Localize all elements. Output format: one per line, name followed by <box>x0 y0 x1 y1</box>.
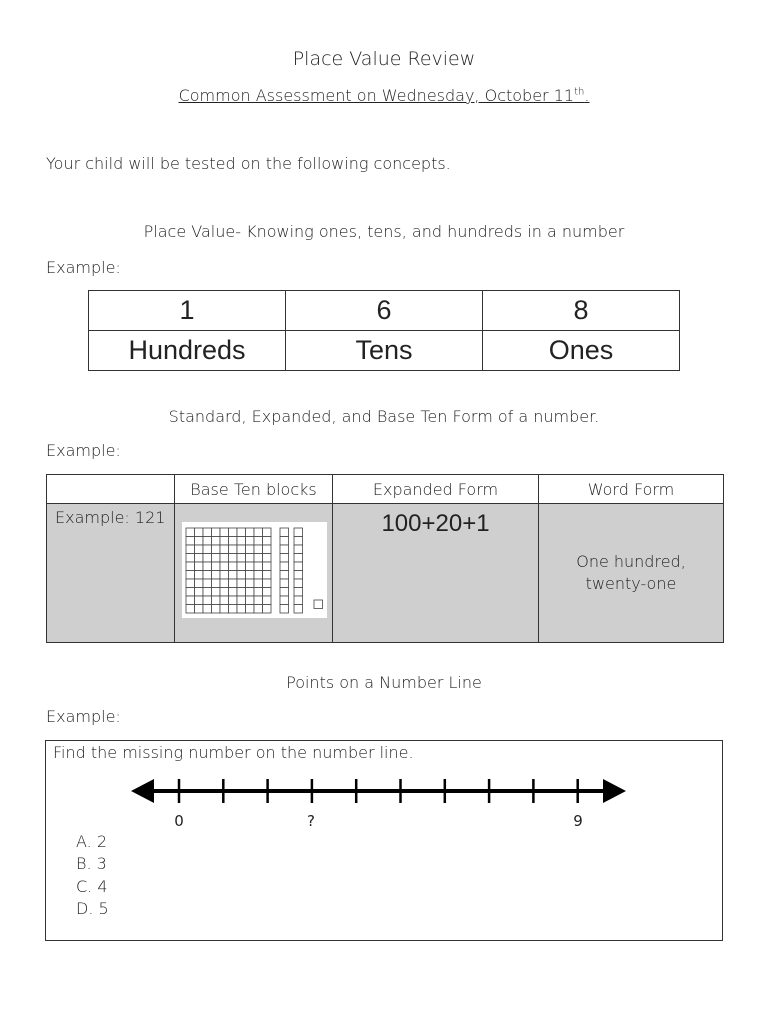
base-ten-blocks-drawing <box>182 522 327 618</box>
hundred-flat-unit <box>229 537 238 546</box>
hundred-flat-unit <box>220 588 229 597</box>
right-arrow-icon <box>603 779 626 803</box>
hundred-flat-unit <box>229 528 238 537</box>
hundred-flat-unit <box>246 562 255 571</box>
hundred-flat-unit <box>254 554 263 563</box>
hundred-flat-unit <box>254 571 263 580</box>
hundred-flat-unit <box>220 554 229 563</box>
assessment-date <box>0 86 768 105</box>
places-row <box>89 331 680 371</box>
answer-choice-b: B. 3 <box>76 854 107 873</box>
hundred-flat-unit <box>212 528 221 537</box>
ten-rod-unit <box>294 579 303 588</box>
ten-rod-unit <box>280 545 289 554</box>
tick-label-missing: ? <box>307 812 315 830</box>
ten-rod-unit <box>294 537 303 546</box>
hundred-flat-unit <box>195 562 204 571</box>
ten-rod-unit <box>294 605 303 614</box>
ten-rod-unit <box>280 605 289 614</box>
hundred-flat-unit <box>246 579 255 588</box>
hundred-flat-unit <box>263 588 272 597</box>
place-ones: Ones <box>483 331 680 371</box>
hundred-flat-unit <box>186 605 195 614</box>
hundred-flat-unit <box>186 579 195 588</box>
hundred-flat-unit <box>220 545 229 554</box>
hundred-flat-unit <box>195 605 204 614</box>
word-form-line-2: twenty-one <box>585 574 677 593</box>
hundred-flat-unit <box>263 596 272 605</box>
hundred-flat-unit <box>254 562 263 571</box>
ten-rod-unit <box>280 571 289 580</box>
hundred-flat-unit <box>263 562 272 571</box>
ten-rod-unit <box>280 562 289 571</box>
place-value-table <box>88 290 680 371</box>
hundred-flat-unit <box>254 537 263 546</box>
hundred-flat-unit <box>237 562 246 571</box>
hundred-flat-unit <box>212 537 221 546</box>
hundred-flat-unit <box>246 588 255 597</box>
hundred-flat-unit <box>229 605 238 614</box>
hundred-flat-unit <box>246 537 255 546</box>
hundred-flat-unit <box>237 596 246 605</box>
number-forms-table <box>46 474 724 643</box>
intro-text: Your child will be tested on the following concepts. <box>46 154 451 173</box>
hundred-flat-unit <box>246 545 255 554</box>
hundred-flat-unit <box>195 596 204 605</box>
hundred-flat-unit <box>203 596 212 605</box>
hundred-flat-unit <box>237 528 246 537</box>
base-ten-blocks-image <box>182 522 327 618</box>
hundred-flat-unit <box>195 528 204 537</box>
hundred-flat-unit <box>229 588 238 597</box>
hundred-flat-unit <box>229 554 238 563</box>
hundred-flat-unit <box>203 571 212 580</box>
hundred-flat-unit <box>186 528 195 537</box>
hundred-flat-unit <box>220 537 229 546</box>
number-line-question: Find the missing number on the number line. <box>53 743 414 762</box>
place-hundreds: Hundreds <box>89 331 286 371</box>
hundred-flat-unit <box>212 596 221 605</box>
hundred-flat-unit <box>186 545 195 554</box>
hundred-flat-unit <box>220 605 229 614</box>
base-ten-cell <box>175 504 333 643</box>
digit-tens: 6 <box>286 291 483 331</box>
hundred-flat-unit <box>203 605 212 614</box>
hundred-flat-unit <box>229 545 238 554</box>
ten-rod-unit <box>280 554 289 563</box>
hundred-flat-unit <box>195 579 204 588</box>
header-expanded: Expanded Form <box>333 475 539 504</box>
ten-rod-unit <box>280 528 289 537</box>
hundred-flat-unit <box>229 571 238 580</box>
concept-forms-heading: Standard, Expanded, and Base Ten Form of a number. <box>168 407 600 426</box>
hundred-flat-unit <box>246 605 255 614</box>
number-line-question-box <box>45 740 723 941</box>
example-label: Example: <box>46 441 121 460</box>
page-title: Place Value Review <box>292 48 476 70</box>
forms-example-row <box>47 504 724 643</box>
digits-row <box>89 291 680 331</box>
hundred-flat-unit <box>246 571 255 580</box>
ten-rod-unit <box>294 545 303 554</box>
hundred-flat-unit <box>195 571 204 580</box>
forms-header-row <box>47 475 724 504</box>
hundred-flat-unit <box>203 528 212 537</box>
hundred-flat-unit <box>203 562 212 571</box>
place-tens: Tens <box>286 331 483 371</box>
ten-rod-unit <box>294 554 303 563</box>
ten-rod-unit <box>294 562 303 571</box>
hundred-flat-unit <box>254 528 263 537</box>
example-label: Example: <box>46 707 121 726</box>
hundred-flat-unit <box>220 596 229 605</box>
hundred-flat-unit <box>237 545 246 554</box>
hundred-flat-unit <box>203 545 212 554</box>
hundred-flat-unit <box>186 596 195 605</box>
word-form-line-1: One hundred, <box>576 552 686 571</box>
hundred-flat-unit <box>237 579 246 588</box>
example-number-cell: Example: 121 <box>47 504 175 643</box>
hundred-flat-unit <box>229 596 238 605</box>
ten-rod-unit <box>280 579 289 588</box>
hundred-flat-unit <box>212 605 221 614</box>
ten-rod-unit <box>294 571 303 580</box>
tick-label-start: 0 <box>174 812 184 830</box>
hundred-flat-unit <box>263 545 272 554</box>
ten-rod-unit <box>294 588 303 597</box>
hundred-flat-unit <box>220 571 229 580</box>
hundred-flat-unit <box>212 571 221 580</box>
word-form-cell <box>539 504 724 643</box>
hundred-flat-unit <box>237 571 246 580</box>
hundred-flat-unit <box>203 588 212 597</box>
one-unit <box>314 600 323 609</box>
hundred-flat-unit <box>237 537 246 546</box>
hundred-flat-unit <box>220 579 229 588</box>
hundred-flat-unit <box>263 554 272 563</box>
ten-rod-unit <box>294 528 303 537</box>
hundred-flat-unit <box>237 554 246 563</box>
ten-rod-unit <box>280 537 289 546</box>
answer-choice-d: D. 5 <box>76 899 109 918</box>
hundred-flat-unit <box>195 537 204 546</box>
concept-number-line-heading: Points on a Number Line <box>286 673 482 692</box>
ten-rod-unit <box>280 596 289 605</box>
header-base-ten: Base Ten blocks <box>175 475 333 504</box>
hundred-flat-unit <box>254 588 263 597</box>
answer-choice-c: C. 4 <box>76 877 108 896</box>
hundred-flat-unit <box>237 605 246 614</box>
period: . <box>584 86 590 105</box>
left-arrow-icon <box>131 779 154 803</box>
header-blank <box>47 475 175 504</box>
hundred-flat-unit <box>195 545 204 554</box>
hundred-flat-unit <box>263 528 272 537</box>
hundred-flat-unit <box>186 588 195 597</box>
hundred-flat-unit <box>203 537 212 546</box>
hundred-flat-unit <box>212 579 221 588</box>
hundred-flat-unit <box>186 571 195 580</box>
hundred-flat-unit <box>195 554 204 563</box>
example-label: Example: <box>46 258 121 277</box>
hundred-flat-unit <box>237 588 246 597</box>
number-line <box>46 741 722 841</box>
hundred-flat-unit <box>186 562 195 571</box>
hundred-flat-unit <box>254 579 263 588</box>
hundred-flat-unit <box>195 588 204 597</box>
ten-rod-unit <box>280 588 289 597</box>
concept-place-value-heading: Place Value- Knowing ones, tens, and hundreds in a number <box>143 222 625 241</box>
answer-choice-a: A. 2 <box>76 832 108 851</box>
hundred-flat-unit <box>246 596 255 605</box>
hundred-flat-unit <box>254 545 263 554</box>
digit-hundreds: 1 <box>89 291 286 331</box>
hundred-flat-unit <box>186 554 195 563</box>
hundred-flat-unit <box>263 579 272 588</box>
hundred-flat-unit <box>203 579 212 588</box>
hundred-flat-unit <box>254 605 263 614</box>
hundred-flat-unit <box>229 579 238 588</box>
assessment-date-text <box>179 86 590 105</box>
hundred-flat-unit <box>263 571 272 580</box>
hundred-flat-unit <box>246 528 255 537</box>
hundred-flat-unit <box>254 596 263 605</box>
hundred-flat-unit <box>220 562 229 571</box>
ten-rod-unit <box>294 596 303 605</box>
tick-label-end: 9 <box>573 812 583 830</box>
hundred-flat-unit <box>212 588 221 597</box>
ordinal-suffix: th <box>574 86 585 98</box>
hundred-flat-unit <box>186 537 195 546</box>
hundred-flat-unit <box>203 554 212 563</box>
hundred-flat-unit <box>229 562 238 571</box>
hundred-flat-unit <box>220 528 229 537</box>
hundred-flat-unit <box>212 545 221 554</box>
hundred-flat-unit <box>246 554 255 563</box>
hundred-flat-unit <box>263 537 272 546</box>
hundred-flat-unit <box>263 605 272 614</box>
assessment-date-main: Common Assessment on Wednesday, October 11 <box>178 86 575 105</box>
header-word-form: Word Form <box>539 475 724 504</box>
digit-ones: 8 <box>483 291 680 331</box>
hundred-flat-unit <box>212 554 221 563</box>
hundred-flat-unit <box>212 562 221 571</box>
expanded-form-cell: 100+20+1 <box>333 504 539 643</box>
